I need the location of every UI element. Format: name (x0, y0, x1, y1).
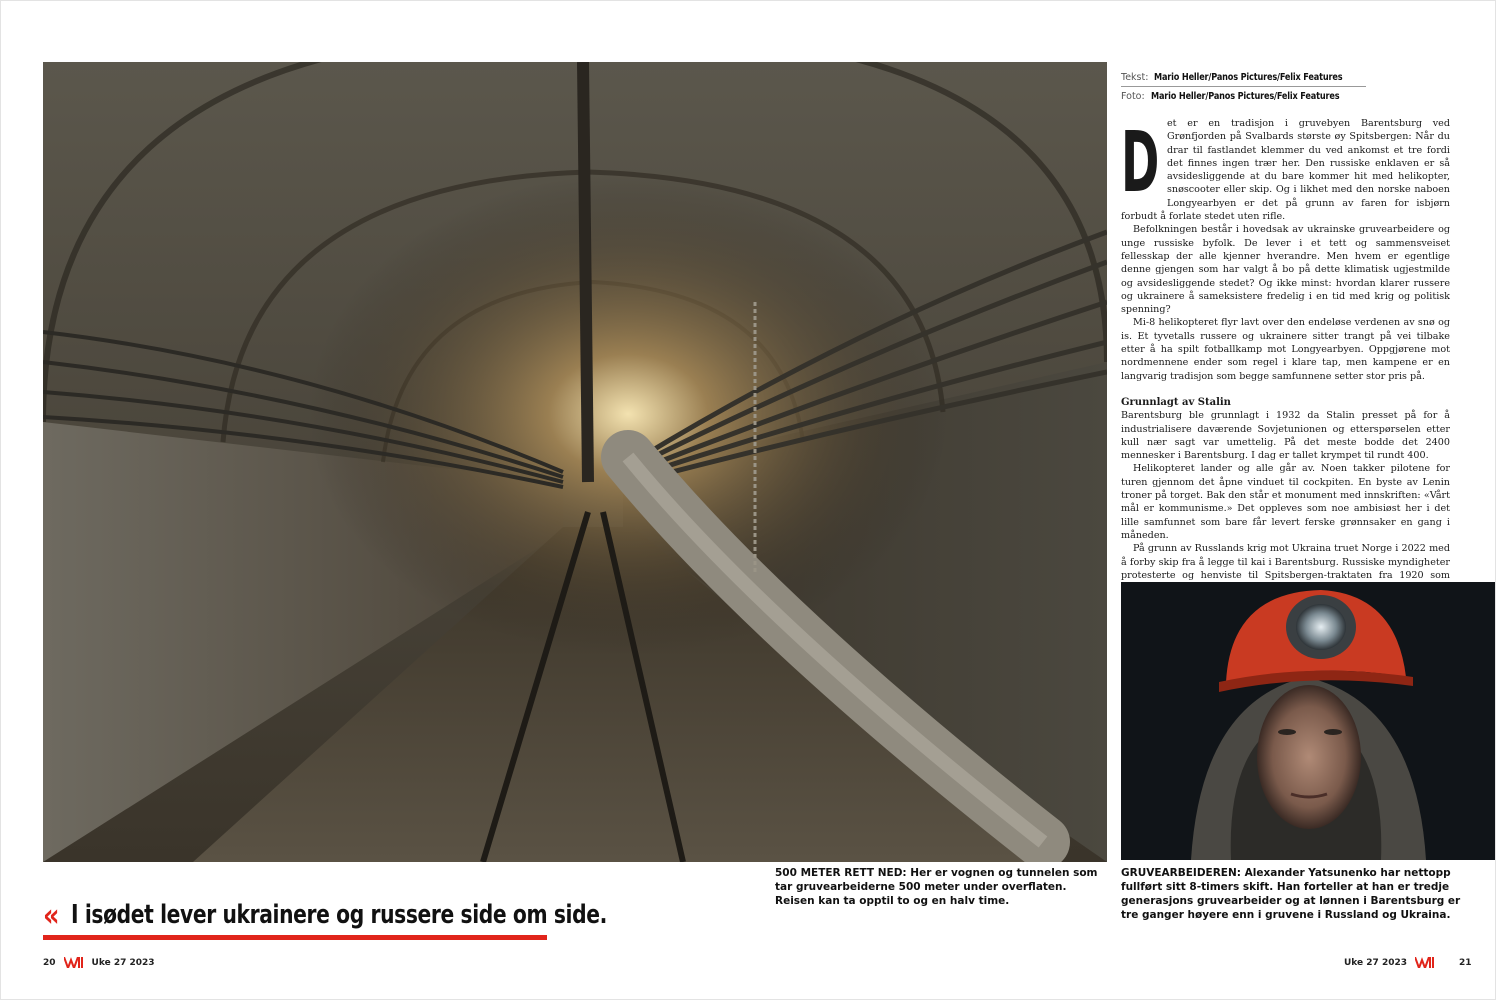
article-body (1121, 113, 1450, 610)
miner-photo (1121, 582, 1495, 860)
magazine-logo-icon (64, 957, 84, 968)
drop-cap: D (1121, 113, 1160, 211)
article-paragraph: Befolkningen består i hovedsak av ukrainske gruvearbeidere og unge russiske byfolk. De lever i et tett og sammensveiset fellesskap der alle kjenner hverandre. Men hvem er egentlige denne gjengen som har valgt å bo på dette klimatisk ugjestmilde og avsidesliggende stedet? Og ikke minst: hvordan klarer russere og ukrainere å sameksistere fredelig i en tid med krig og politisk spenning? (1121, 224, 1450, 316)
article-paragraph: et er en tradisjon i gruvebyen Barentsburg ved Grønfjorden på Svalbards største øy Spitsbergen: Når du drar til fastlandet klemmer du ved ankomst et tre fordi det finnes ingen trær her. Den russiske enklaven er så avsidesliggende at du bare kommer hit med helikopter, snøscooter eller skip. Og i likhet med den norske naboen Longyearbyen er det på grunn av faren for isbjørn forbudt å forlate stedet uten rifle. (1121, 118, 1450, 223)
quote-marks: « (43, 896, 57, 934)
text-credit-label: Tekst: (1121, 72, 1149, 83)
pull-quote-text: I isødet lever ukrainere og russere side om side. (71, 900, 607, 930)
article-paragraph: Barentsburg ble grunnlagt i 1932 da Stalin presset på for å industrialisere daværende Sovjetunionen og etterspørselen etter kull nær sagt var umettelig. På det meste bodde det 2400 mennesker i Barentsburg. I dag er tallet krympet til rundt 400. (1121, 410, 1450, 462)
miner-caption-text: Alexander Yatsunenko har nettopp fullført sitt 8-timers skift. Han forteller at han er tredje generasjons gruvearbeider og at lønnen i Barentsburg er tre ganger høyere enn i gruvene i Russland og Ukraina. (1121, 867, 1461, 921)
issue-label-left: Uke 27 2023 (91, 957, 155, 968)
miner-caption-lead: GRUVEARBEIDEREN: (1121, 867, 1241, 879)
photo-credit-name: Mario Heller/Panos Pictures/Felix Features (1150, 91, 1340, 102)
pull-quote-rule (43, 935, 547, 940)
page-number-left: 20 (43, 957, 56, 968)
article-subheading: Grunnlagt av Stalin (1121, 396, 1231, 408)
page-number-right: 21 (1459, 957, 1472, 968)
article-paragraph: Helikopteret lander og alle går av. Noen takker pilotene for turen gjennom det åpne vinduet til cockpiten. En byste av Lenin troner på torget. Bak den står et monument med innskriften: «Vårt mål er kommunisme.» Det oppleves som noe ambisiøst her i det lille samfunnet som bare får levert ferske grønnsaker en gang i måneden. (1121, 463, 1450, 541)
tunnel-caption-text: Her er vognen og tunnelen som tar gruvearbeiderne 500 meter under overflaten. Reisen kan ta opptil to og en halv time. (775, 867, 1098, 907)
credits (1121, 70, 1366, 104)
article-paragraph-text: På grunn av Russlands krig mot Ukraina truet Norge i 2022 med å forby skip fra å legge til kai i Barentsburg. Russiske myndigheter protesterte og henviste til Spitsbergen-traktaten fra 1920 som (1121, 543, 1450, 581)
footer-left (43, 957, 155, 968)
tunnel-photo (43, 62, 1107, 862)
pull-quote (43, 896, 607, 942)
magazine-logo-icon (1415, 957, 1435, 968)
tunnel-caption (775, 866, 1105, 908)
text-credit-name: Mario Heller/Panos Pictures/Felix Features (1154, 72, 1343, 83)
photo-credit-label: Foto: (1121, 91, 1145, 102)
issue-label-right: Uke 27 2023 (1344, 957, 1407, 968)
article-paragraph: Mi-8 helikopteret flyr lavt over den endeløse verdenen av snø og is. Et tyvetalls russere og ukrainere sitter trangt på vei tilbake etter å ha spilt fotballkamp mot Longyearbyen. Oppgjørene mot nordmennene ender som regel i klare tap, men kampene er en langvarig tradisjon som begge samfunnene setter stor pris på. (1121, 317, 1450, 382)
footer-right (1344, 957, 1472, 968)
miner-caption (1121, 866, 1461, 922)
tunnel-caption-lead: 500 METER RETT NED: (775, 867, 907, 879)
credit-divider (1121, 86, 1366, 87)
